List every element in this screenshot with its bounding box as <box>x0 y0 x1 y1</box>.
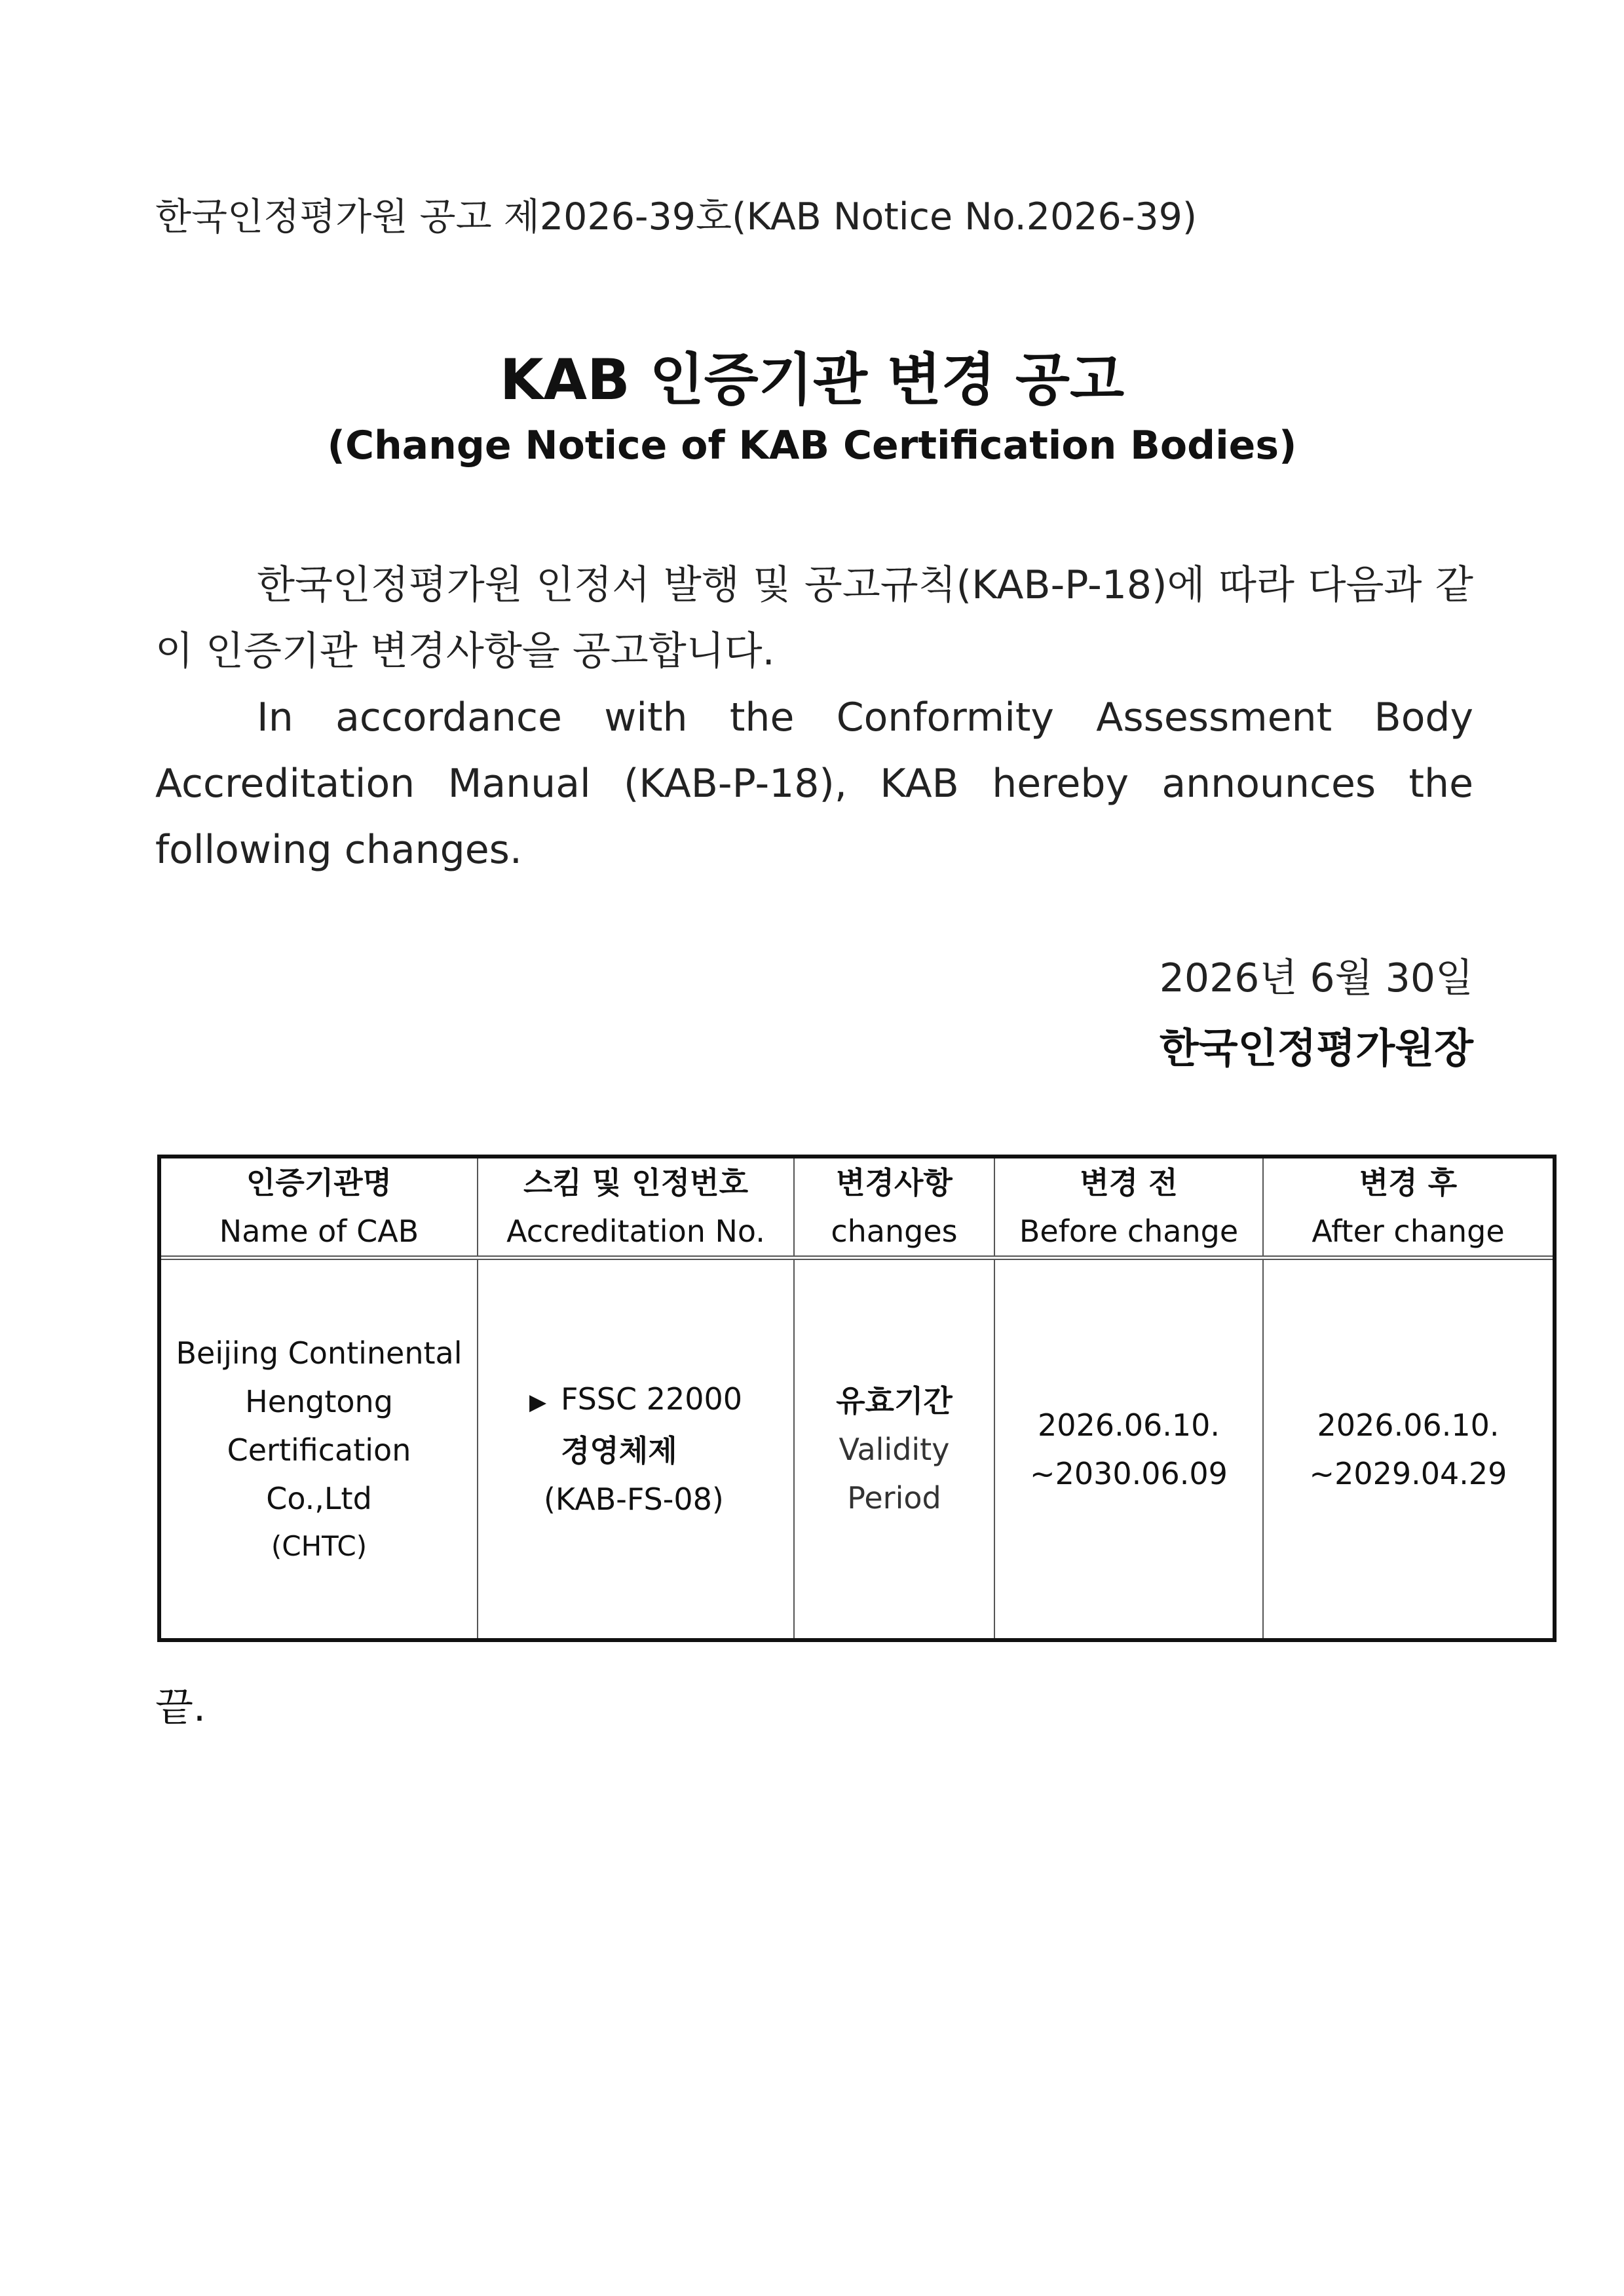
bullet-triangle-icon: ▶ <box>529 1389 547 1415</box>
cell-cab-name <box>161 1258 478 1639</box>
change-label-ko: 유효기간 <box>836 1383 953 1419</box>
body-paragraph-korean: 한국인정평가원 인정서 발행 및 공고규칙(KAB-P-18)에 따라 다음과 같이 인증기관 변경사항을 공고합니다. <box>155 562 1473 674</box>
cell-before-change <box>994 1258 1263 1639</box>
header-label-ko: 스킴 및 인정번호 <box>523 1165 749 1200</box>
after-end-date: ~2029.04.29 <box>1309 1455 1507 1491</box>
scheme-name: FSSC 22000 <box>560 1381 743 1417</box>
change-label-en: Period <box>847 1480 941 1516</box>
cab-name-line: Certification <box>227 1432 411 1468</box>
cab-name-line: Co.,Ltd <box>266 1480 372 1516</box>
table-header-row <box>161 1158 1553 1258</box>
header-label-en: Name of CAB <box>219 1214 419 1249</box>
header-cab-name <box>161 1158 478 1258</box>
cab-name-line: Beijing Continental <box>176 1335 463 1371</box>
scheme-type: 경영체제 <box>560 1433 677 1468</box>
header-accreditation-no <box>478 1158 794 1258</box>
scheme-block <box>529 1375 742 1523</box>
signer-title: 한국인정평가원장 <box>1159 1024 1473 1072</box>
notice-date: 2026년 6월 30일 <box>1159 955 1473 1001</box>
header-label-ko: 변경사항 <box>836 1165 953 1200</box>
header-after-change <box>1263 1158 1553 1258</box>
header-label-en: Before change <box>1019 1214 1239 1249</box>
document-subtitle: (Change Notice of KAB Certification Bodies) <box>327 423 1297 469</box>
header-label-en: changes <box>831 1214 958 1249</box>
header-label-ko: 변경 후 <box>1359 1165 1458 1200</box>
header-changes <box>794 1158 994 1258</box>
notice-number: 한국인정평가원 공고 제2026-39호(KAB Notice No.2026-39) <box>155 195 1198 239</box>
header-label-en: After change <box>1312 1214 1505 1249</box>
cell-scheme <box>478 1258 794 1639</box>
header-before-change <box>994 1158 1263 1258</box>
change-label-en: Validity <box>839 1431 950 1467</box>
table-row <box>161 1258 1553 1639</box>
end-mark: 끝. <box>155 1685 206 1731</box>
header-label-en: Accreditation No. <box>506 1214 765 1249</box>
cell-after-change <box>1263 1258 1553 1639</box>
accreditation-number: (KAB-FS-08) <box>543 1482 724 1517</box>
document-title: KAB 인증기관 변경 공고 <box>499 347 1125 413</box>
before-end-date: ~2030.06.09 <box>1030 1455 1228 1491</box>
cab-name-line: Hengtong <box>245 1383 393 1419</box>
after-start-date: 2026.06.10. <box>1317 1407 1500 1443</box>
header-label-ko: 인증기관명 <box>246 1165 392 1200</box>
body-paragraph-english: In accordance with the Conformity Assessment Body Accreditation Manual (KAB-P-18), KAB hereby announces the following changes. <box>155 695 1473 873</box>
cell-change <box>794 1258 994 1639</box>
header-label-ko: 변경 전 <box>1080 1165 1178 1200</box>
cab-abbreviation: (CHTC) <box>271 1529 368 1562</box>
change-table <box>157 1155 1557 1642</box>
before-start-date: 2026.06.10. <box>1038 1407 1220 1443</box>
scheme-row <box>529 1375 742 1426</box>
